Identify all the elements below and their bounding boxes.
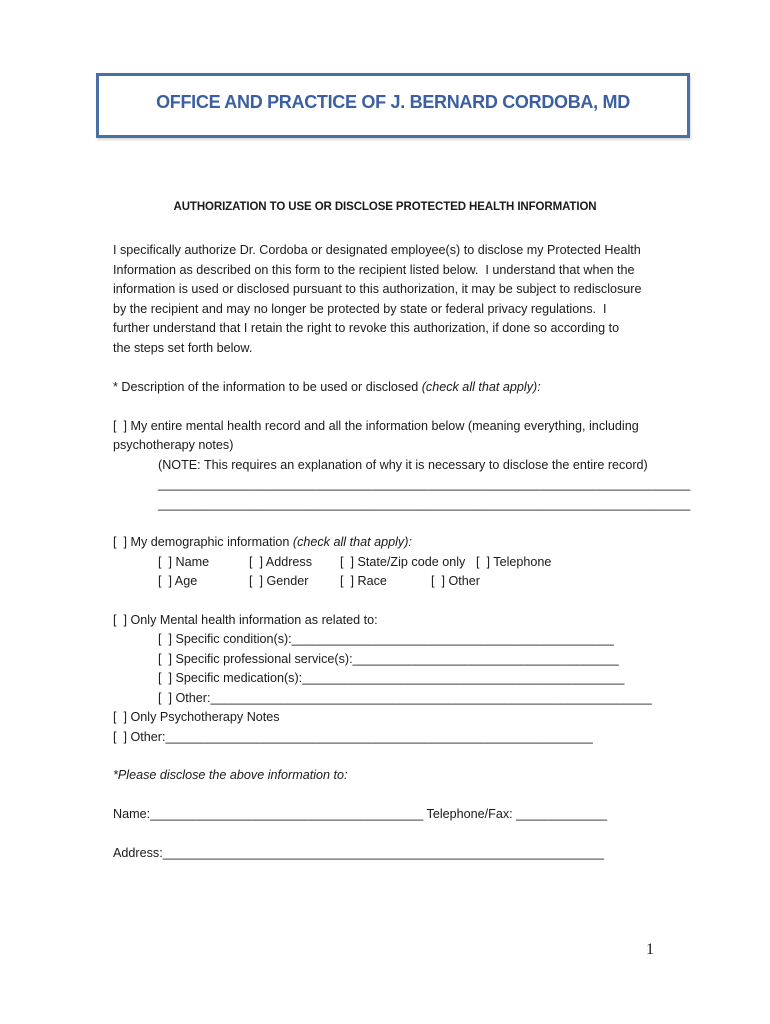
gender-checkbox[interactable]: [ ] Gender — [249, 574, 309, 588]
other-field[interactable]: [ ] Other:_____________________________________________________________ — [113, 730, 593, 744]
address-checkbox[interactable]: [ ] Address — [249, 555, 312, 569]
psychotherapy-notes-checkbox[interactable]: [ ] Only Psychotherapy Notes — [113, 710, 280, 724]
name-checkbox[interactable]: [ ] Name — [158, 555, 210, 569]
intro-line: the steps set forth below. — [113, 341, 253, 355]
description-note: (check all that apply): — [421, 380, 541, 394]
recipient-name-telephone-field[interactable]: Name:_______________________________________ Telephone/Fax: _____________ — [113, 807, 608, 821]
page-number: 1 — [646, 941, 654, 958]
mental-health-checkbox[interactable]: [ ] Only Mental health information as related to: — [113, 613, 378, 627]
intro-line: Information as described on this form to the recipient listed below. I understand that when the — [113, 263, 635, 277]
other-demographic-checkbox[interactable]: [ ] Other — [431, 574, 480, 588]
practice-title: OFFICE AND PRACTICE OF J. BERNARD CORDOBA, MD — [156, 92, 630, 112]
disclose-to-heading: *Please disclose the above information to: — [113, 768, 348, 782]
entire-record-checkbox[interactable]: [ ] My entire mental health record and all the information below (meaning everything, including — [113, 419, 639, 433]
description-line — [113, 378, 541, 398]
entire-record-continuation: psychotherapy notes) — [113, 438, 234, 452]
mental-health-other-field[interactable]: [ ] Other:_______________________________________________________________ — [158, 691, 652, 705]
specific-condition-field[interactable]: [ ] Specific condition(s):______________________________________________ — [158, 632, 614, 646]
demographic-checkbox[interactable] — [113, 533, 412, 553]
age-checkbox[interactable]: [ ] Age — [158, 574, 198, 588]
demographic-label: [ ] My demographic information — [113, 535, 293, 549]
intro-line: further understand that I retain the right to revoke this authorization, if done so according to — [113, 321, 620, 335]
recipient-address-field[interactable]: Address:_______________________________________________________________ — [113, 846, 604, 860]
race-checkbox[interactable]: [ ] Race — [340, 574, 387, 588]
header-box — [96, 73, 690, 138]
specific-medication-field[interactable]: [ ] Specific medication(s):______________________________________________ — [158, 671, 625, 685]
intro-line: information is used or disclosed pursuant to this authorization, it may be subject to redisclosure — [113, 282, 642, 296]
telephone-checkbox[interactable]: [ ] Telephone — [476, 555, 552, 569]
intro-line: by the recipient and may no longer be protected by state or federal privacy regulations. I — [113, 302, 607, 316]
demographic-note: (check all that apply): — [292, 535, 412, 549]
entire-record-note: (NOTE: This requires an explanation of why it is necessary to disclose the entire record) — [158, 458, 648, 472]
specific-service-field[interactable]: [ ] Specific professional service(s):______________________________________ — [158, 652, 619, 666]
state-zip-checkbox[interactable]: [ ] State/Zip code only — [340, 555, 466, 569]
form-title: AUTHORIZATION TO USE OR DISCLOSE PROTECTED HEALTH INFORMATION — [173, 201, 597, 213]
intro-line: I specifically authorize Dr. Cordoba or designated employee(s) to disclose my Protected Health — [113, 243, 641, 257]
description-prefix: * Description of the information to be used or disclosed — [113, 380, 422, 394]
explanation-blank-2[interactable]: ____________________________________________________________________________ — [158, 497, 691, 511]
explanation-blank-1[interactable]: ____________________________________________________________________________ — [158, 477, 691, 491]
